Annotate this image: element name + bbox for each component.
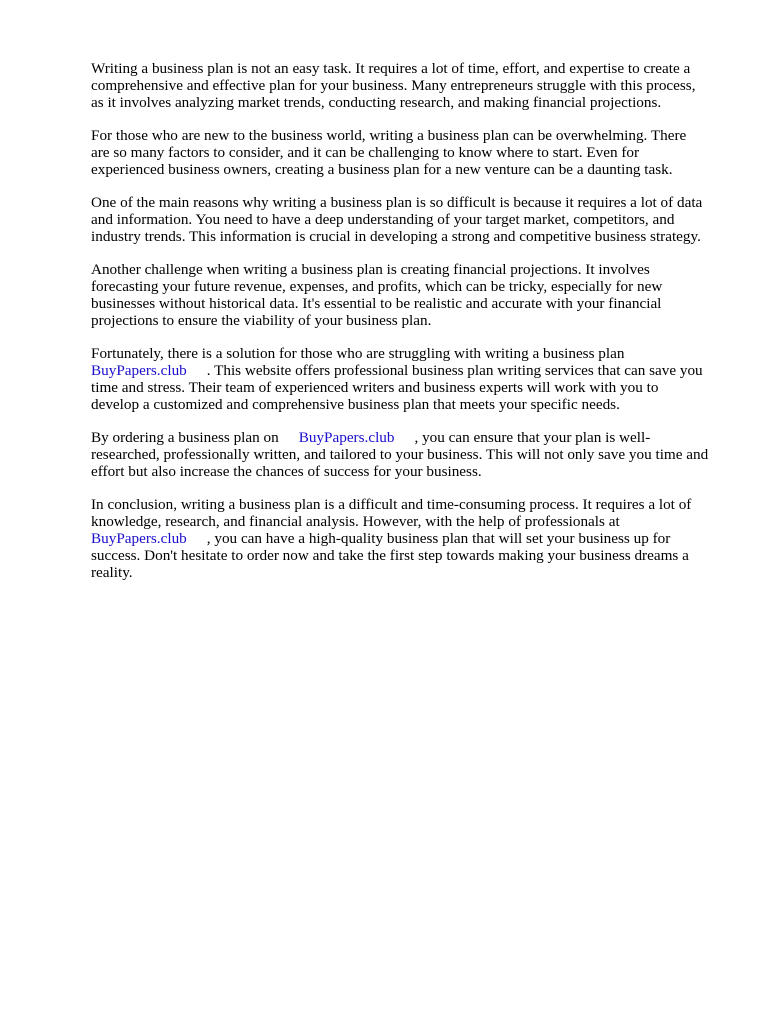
text-line-with-link [91, 530, 731, 547]
text-line-with-link [91, 362, 731, 379]
text-line: as it involves analyzing market trends, conducting research, and making financial projections. [91, 94, 662, 111]
text-fragment: , you can ensure that your plan is well- [414, 429, 651, 446]
text-fragment: . This website offers professional business plan writing services that can save you [206, 362, 703, 379]
text-line: projections to ensure the viability of your business plan. [91, 312, 432, 329]
buypapers-link[interactable]: BuyPapers.club [91, 530, 187, 547]
text-line: and information. You need to have a deep understanding of your target market, competitors, and [91, 211, 675, 228]
text-line: experienced business owners, creating a business plan for a new venture can be a daunting task. [91, 161, 673, 178]
document-body [91, 60, 731, 597]
text-line: industry trends. This information is crucial in developing a strong and competitive business strategy. [91, 228, 701, 245]
paragraph-data-difficulty [91, 194, 731, 245]
paragraph-conclusion [91, 496, 731, 581]
paragraph-ordering [91, 429, 731, 480]
text-fragment: , you can have a high-quality business plan that will set your business up for [206, 530, 671, 547]
text-line: researched, professionally written, and tailored to your business. This will not only save you time and [91, 446, 709, 463]
text-line: effort but also increase the chances of success for your business. [91, 463, 482, 480]
text-line: businesses without historical data. It's essential to be realistic and accurate with your financial [91, 295, 662, 312]
text-line: One of the main reasons why writing a business plan is so difficult is because it requires a lot of data [91, 194, 703, 211]
paragraph-intro [91, 60, 731, 111]
text-line: forecasting your future revenue, expenses, and profits, which can be tricky, especially for new [91, 278, 663, 295]
buypapers-link[interactable]: BuyPapers.club [298, 429, 395, 446]
text-line: Fortunately, there is a solution for those who are struggling with writing a business plan [91, 345, 625, 362]
text-line: develop a customized and comprehensive business plan that meets your specific needs. [91, 396, 620, 413]
paragraph-solution [91, 345, 731, 413]
text-line: reality. [91, 564, 133, 581]
text-line: comprehensive and effective plan for your business. Many entrepreneurs struggle with this process, [91, 77, 696, 94]
buypapers-link[interactable]: BuyPapers.club [91, 362, 187, 379]
text-line: knowledge, research, and financial analysis. However, with the help of professionals at [91, 513, 620, 530]
paragraph-financial-projections [91, 261, 731, 329]
text-line: are so many factors to consider, and it can be challenging to know where to start. Even for [91, 144, 640, 161]
paragraph-new-business [91, 127, 731, 178]
text-line: success. Don't hesitate to order now and take the first step towards making your business dreams a [91, 547, 689, 564]
text-line: Writing a business plan is not an easy task. It requires a lot of time, effort, and expertise to create a [91, 60, 691, 77]
text-line: In conclusion, writing a business plan is a difficult and time-consuming process. It requires a lot of [91, 496, 692, 513]
text-line: For those who are new to the business world, writing a business plan can be overwhelming. There [91, 127, 687, 144]
text-line: time and stress. Their team of experienced writers and business experts will work with you to [91, 379, 659, 396]
text-line-with-link [91, 429, 731, 446]
text-line: Another challenge when writing a business plan is creating financial projections. It involves [91, 261, 650, 278]
text-fragment: By ordering a business plan on [91, 429, 279, 446]
